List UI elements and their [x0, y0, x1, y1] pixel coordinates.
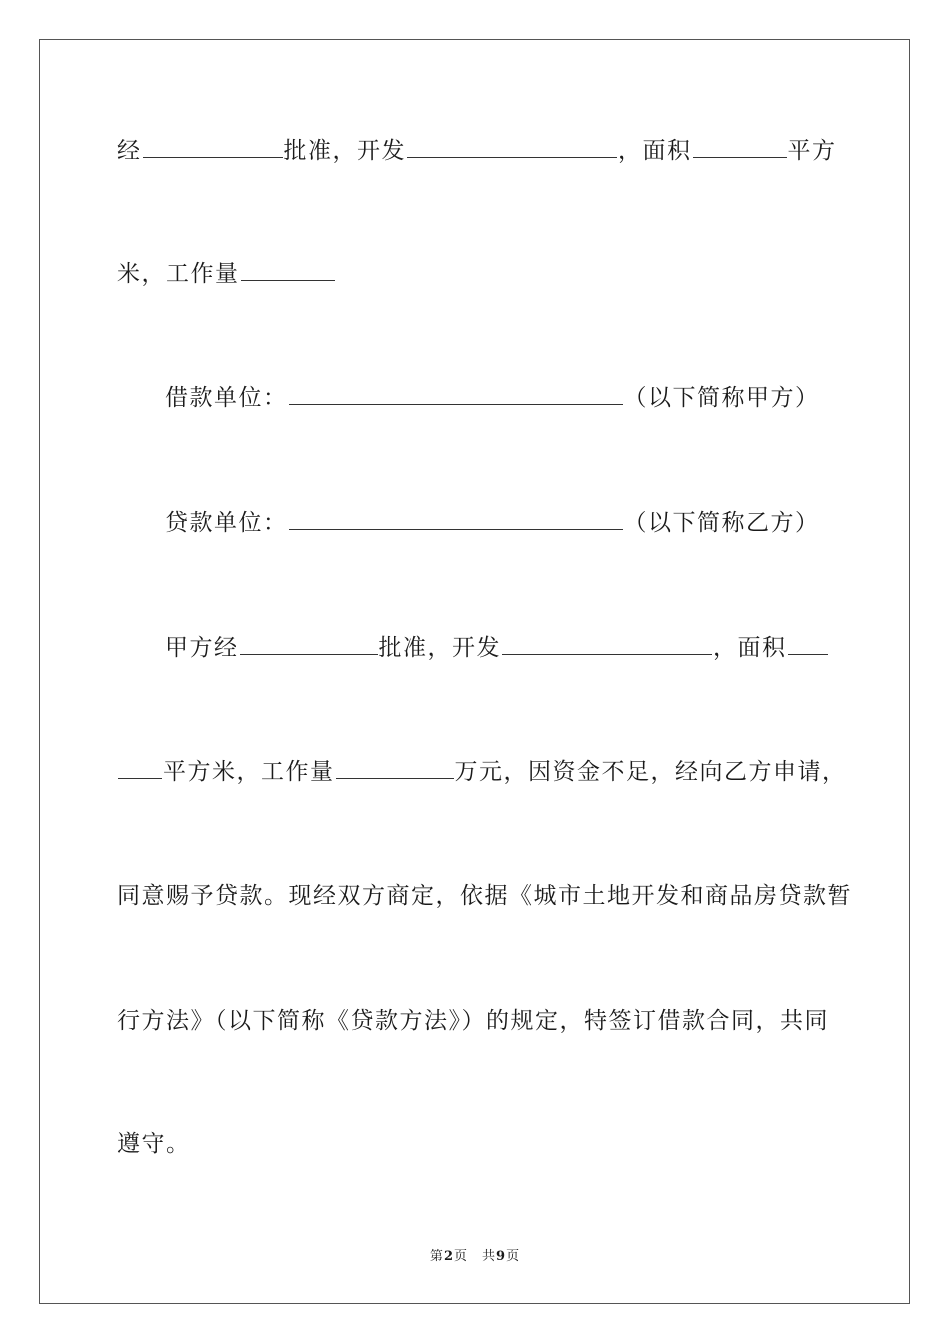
text-fragment: 同意赐予贷款。现经双方商定，依据《城市土地开发和商品房贷款暂	[117, 883, 852, 909]
text-fragment: 万元，因资金不足，经向乙方申请，	[454, 759, 847, 785]
text-fragment: 经	[117, 138, 142, 164]
lender-name-blank[interactable]	[289, 509, 623, 530]
lender-suffix: （以下简称乙方）	[623, 510, 820, 536]
lender-line	[165, 509, 820, 537]
lender-label: 贷款单位：	[165, 510, 288, 536]
borrower-name-blank[interactable]	[289, 384, 623, 405]
text-fragment: 批准，开发	[378, 635, 501, 661]
approval-authority-blank-2[interactable]	[240, 634, 378, 655]
text-fragment: 米，工作量	[117, 261, 240, 287]
text-fragment: 平方	[787, 138, 837, 164]
area-blank-2b[interactable]	[118, 758, 162, 779]
total-prefix: 共	[482, 1249, 497, 1264]
paragraph-1-line-2	[117, 260, 336, 288]
paragraph-2-line-5	[117, 1130, 191, 1158]
page-suffix: 页	[453, 1249, 468, 1264]
page-footer	[0, 1248, 950, 1266]
paragraph-2-line-3	[117, 882, 852, 910]
text-fragment: 甲方经	[165, 635, 239, 661]
page-prefix: 第	[429, 1249, 444, 1264]
borrower-suffix: （以下简称甲方）	[623, 385, 820, 411]
paragraph-2-line-1	[165, 634, 829, 662]
development-project-blank-2[interactable]	[502, 634, 712, 655]
borrower-line	[165, 384, 820, 412]
borrower-label: 借款单位：	[165, 385, 288, 411]
workload-amount-blank[interactable]	[336, 758, 454, 779]
page-number: 2	[443, 1249, 454, 1264]
approval-authority-blank[interactable]	[143, 137, 283, 158]
paragraph-1-line-1	[117, 137, 837, 165]
text-fragment: 遵守。	[117, 1131, 191, 1157]
workload-blank[interactable]	[241, 260, 335, 281]
page-border	[39, 39, 910, 1304]
text-fragment: 行方法》（以下简称《贷款方法》）的规定，特签订借款合同，共同	[117, 1008, 829, 1034]
total-suffix: 页	[506, 1249, 521, 1264]
paragraph-2-line-4	[117, 1007, 829, 1035]
text-fragment: 批准，开发	[283, 138, 406, 164]
area-blank[interactable]	[693, 137, 787, 158]
development-project-blank[interactable]	[407, 137, 617, 158]
total-pages: 9	[496, 1249, 507, 1264]
text-fragment: 平方米，工作量	[163, 759, 335, 785]
text-fragment: ，面积	[618, 138, 692, 164]
text-fragment: ，面积	[713, 635, 787, 661]
paragraph-2-line-2	[117, 758, 847, 786]
area-blank-2a[interactable]	[788, 634, 828, 655]
